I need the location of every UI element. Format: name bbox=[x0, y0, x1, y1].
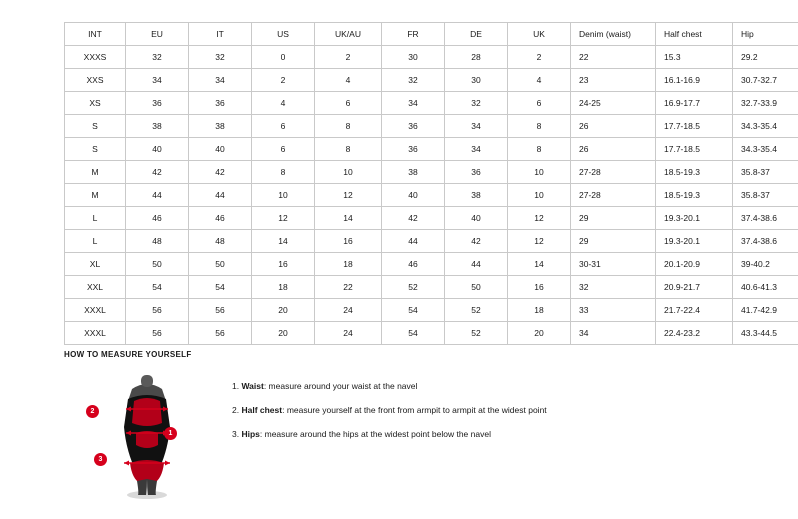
table-cell: 33 bbox=[571, 299, 656, 322]
table-cell: 8 bbox=[252, 161, 315, 184]
table-cell: 54 bbox=[126, 276, 189, 299]
table-cell: 16.9-17.7 bbox=[656, 92, 733, 115]
table-cell: S bbox=[65, 138, 126, 161]
table-cell: 12 bbox=[508, 230, 571, 253]
table-row bbox=[65, 184, 798, 207]
table-cell: 46 bbox=[126, 207, 189, 230]
table-cell: 40 bbox=[445, 207, 508, 230]
table-cell: 22 bbox=[571, 46, 656, 69]
table-cell: 38 bbox=[126, 115, 189, 138]
table-cell: 54 bbox=[382, 299, 445, 322]
table-row bbox=[65, 115, 798, 138]
table-cell: 56 bbox=[126, 299, 189, 322]
table-cell: 6 bbox=[252, 138, 315, 161]
table-cell: XXXL bbox=[65, 299, 126, 322]
measure-instruction-3 bbox=[232, 429, 547, 439]
table-row bbox=[65, 69, 798, 92]
table-cell: 36 bbox=[126, 92, 189, 115]
table-cell: 38 bbox=[382, 161, 445, 184]
table-cell: 30 bbox=[445, 69, 508, 92]
table-cell: 39-40.2 bbox=[733, 253, 798, 276]
column-header-hip: Hip bbox=[733, 23, 798, 46]
table-cell: 32 bbox=[382, 69, 445, 92]
table-cell: 34.3-35.4 bbox=[733, 115, 798, 138]
table-cell: 50 bbox=[126, 253, 189, 276]
instruction-text: : measure around the hips at the widest point below the navel bbox=[259, 429, 491, 440]
table-cell: 32 bbox=[571, 276, 656, 299]
table-cell: 22.4-23.2 bbox=[656, 322, 733, 345]
table-cell: 22 bbox=[315, 276, 382, 299]
table-cell: 34 bbox=[126, 69, 189, 92]
table-cell: 27-28 bbox=[571, 184, 656, 207]
table-cell: 36 bbox=[189, 92, 252, 115]
table-row bbox=[65, 161, 798, 184]
instruction-term: Hips bbox=[241, 429, 260, 440]
table-cell: 20 bbox=[508, 322, 571, 345]
table-cell: 32 bbox=[189, 46, 252, 69]
instruction-text: : measure around your waist at the navel bbox=[263, 381, 418, 391]
table-cell: 18.5-19.3 bbox=[656, 161, 733, 184]
table-cell: 40 bbox=[382, 184, 445, 207]
table-cell: 6 bbox=[252, 115, 315, 138]
table-cell: 36 bbox=[445, 161, 508, 184]
table-cell: 6 bbox=[315, 92, 382, 115]
table-row bbox=[65, 207, 798, 230]
table-row bbox=[65, 46, 798, 69]
table-cell: 26 bbox=[571, 115, 656, 138]
table-cell: 8 bbox=[508, 138, 571, 161]
table-cell: 4 bbox=[252, 92, 315, 115]
table-cell: 40 bbox=[189, 138, 252, 161]
table-cell: 52 bbox=[445, 322, 508, 345]
table-cell: 24-25 bbox=[571, 92, 656, 115]
table-cell: 29 bbox=[571, 207, 656, 230]
measure-badge-2: 2 bbox=[86, 405, 99, 418]
table-cell: 54 bbox=[189, 276, 252, 299]
table-cell: 50 bbox=[189, 253, 252, 276]
table-cell: 30 bbox=[382, 46, 445, 69]
table-cell: 56 bbox=[189, 299, 252, 322]
table-cell: XXXS bbox=[65, 46, 126, 69]
table-cell: 35.8-37 bbox=[733, 184, 798, 207]
table-cell: 12 bbox=[315, 184, 382, 207]
table-cell: 43.3-44.5 bbox=[733, 322, 798, 345]
table-row bbox=[65, 92, 798, 115]
instruction-text: : measure yourself at the front from armpit to armpit at the widest point bbox=[282, 405, 547, 416]
table-cell: 44 bbox=[126, 184, 189, 207]
table-cell: 34 bbox=[189, 69, 252, 92]
measure-instruction-2 bbox=[232, 405, 547, 415]
measure-badge-3: 3 bbox=[94, 453, 107, 466]
table-cell: 4 bbox=[315, 69, 382, 92]
table-cell: 54 bbox=[382, 322, 445, 345]
column-header-it: IT bbox=[189, 23, 252, 46]
table-cell: 42 bbox=[382, 207, 445, 230]
table-cell: 42 bbox=[126, 161, 189, 184]
table-cell: L bbox=[65, 230, 126, 253]
column-header-int: INT bbox=[65, 23, 126, 46]
column-header-eu: EU bbox=[126, 23, 189, 46]
table-cell: 20 bbox=[252, 322, 315, 345]
column-header-uk-au: UK/AU bbox=[315, 23, 382, 46]
table-cell: 32 bbox=[126, 46, 189, 69]
table-cell: L bbox=[65, 207, 126, 230]
table-cell: 6 bbox=[508, 92, 571, 115]
table-cell: 23 bbox=[571, 69, 656, 92]
table-cell: 35.8-37 bbox=[733, 161, 798, 184]
table-cell: 2 bbox=[315, 46, 382, 69]
table-cell: 10 bbox=[315, 161, 382, 184]
table-cell: 40 bbox=[126, 138, 189, 161]
table-cell: 10 bbox=[252, 184, 315, 207]
table-cell: 16 bbox=[315, 230, 382, 253]
table-row bbox=[65, 276, 798, 299]
table-cell: 4 bbox=[508, 69, 571, 92]
table-cell: 14 bbox=[252, 230, 315, 253]
table-cell: 14 bbox=[315, 207, 382, 230]
table-cell: 36 bbox=[382, 138, 445, 161]
table-cell: XS bbox=[65, 92, 126, 115]
table-cell: M bbox=[65, 161, 126, 184]
measure-body bbox=[64, 369, 744, 501]
table-cell: 17.7-18.5 bbox=[656, 138, 733, 161]
table-cell: 10 bbox=[508, 184, 571, 207]
table-cell: 28 bbox=[445, 46, 508, 69]
table-cell: 24 bbox=[315, 322, 382, 345]
table-cell: 12 bbox=[508, 207, 571, 230]
table-row bbox=[65, 322, 798, 345]
table-cell: 19.3-20.1 bbox=[656, 207, 733, 230]
table-cell: 8 bbox=[315, 138, 382, 161]
table-cell: 41.7-42.9 bbox=[733, 299, 798, 322]
instruction-term: Half chest bbox=[241, 405, 283, 416]
table-cell: 12 bbox=[252, 207, 315, 230]
table-cell: 50 bbox=[445, 276, 508, 299]
table-cell: 21.7-22.4 bbox=[656, 299, 733, 322]
table-cell: 18 bbox=[508, 299, 571, 322]
table-cell: 24 bbox=[315, 299, 382, 322]
table-cell: 42 bbox=[445, 230, 508, 253]
instruction-number: 3. bbox=[232, 429, 240, 440]
table-cell: 34 bbox=[571, 322, 656, 345]
how-to-measure-section bbox=[64, 350, 744, 501]
table-cell: 34 bbox=[382, 92, 445, 115]
table-header-row bbox=[65, 23, 798, 46]
table-cell: 18 bbox=[315, 253, 382, 276]
table-cell: 8 bbox=[315, 115, 382, 138]
table-cell: 56 bbox=[189, 322, 252, 345]
table-cell: 30.7-32.7 bbox=[733, 69, 798, 92]
table-cell: 16 bbox=[508, 276, 571, 299]
column-header-uk: UK bbox=[508, 23, 571, 46]
table-cell: 16.1-16.9 bbox=[656, 69, 733, 92]
table-cell: 29 bbox=[571, 230, 656, 253]
table-cell: 20.1-20.9 bbox=[656, 253, 733, 276]
instruction-number: 1. bbox=[232, 381, 240, 391]
table-row bbox=[65, 253, 798, 276]
table-cell: 52 bbox=[445, 299, 508, 322]
table-cell: M bbox=[65, 184, 126, 207]
table-cell: 42 bbox=[189, 161, 252, 184]
table-cell: 48 bbox=[126, 230, 189, 253]
instruction-term: Waist bbox=[241, 381, 264, 391]
table-cell: 37.4-38.6 bbox=[733, 207, 798, 230]
table-row bbox=[65, 230, 798, 253]
table-cell: 16 bbox=[252, 253, 315, 276]
column-header-fr: FR bbox=[382, 23, 445, 46]
table-cell: 17.7-18.5 bbox=[656, 115, 733, 138]
table-cell: 30-31 bbox=[571, 253, 656, 276]
measure-badge-1: 1 bbox=[164, 427, 177, 440]
table-cell: 32 bbox=[445, 92, 508, 115]
table-cell: 52 bbox=[382, 276, 445, 299]
table-cell: 18.5-19.3 bbox=[656, 184, 733, 207]
table-cell: 29.2 bbox=[733, 46, 798, 69]
table-cell: 2 bbox=[508, 46, 571, 69]
table-cell: 46 bbox=[189, 207, 252, 230]
table-cell: 18 bbox=[252, 276, 315, 299]
table-cell: 20 bbox=[252, 299, 315, 322]
table-cell: 38 bbox=[189, 115, 252, 138]
table-cell: XXL bbox=[65, 276, 126, 299]
mannequin-icon bbox=[92, 371, 202, 501]
table-row bbox=[65, 138, 798, 161]
table-cell: S bbox=[65, 115, 126, 138]
table-cell: 38 bbox=[445, 184, 508, 207]
table-cell: 37.4-38.6 bbox=[733, 230, 798, 253]
column-header-denim-waist: Denim (waist) bbox=[571, 23, 656, 46]
table-row bbox=[65, 299, 798, 322]
mannequin-illustration bbox=[92, 371, 202, 501]
table-cell: XL bbox=[65, 253, 126, 276]
table-cell: 36 bbox=[382, 115, 445, 138]
table-cell: 48 bbox=[189, 230, 252, 253]
instruction-number: 2. bbox=[232, 405, 240, 416]
table-cell: 26 bbox=[571, 138, 656, 161]
table-cell: 8 bbox=[508, 115, 571, 138]
table-cell: XXS bbox=[65, 69, 126, 92]
table-cell: 44 bbox=[189, 184, 252, 207]
table-cell: 34 bbox=[445, 138, 508, 161]
table-body bbox=[65, 46, 798, 345]
table-cell: 20.9-21.7 bbox=[656, 276, 733, 299]
table-cell: 34 bbox=[445, 115, 508, 138]
column-header-de: DE bbox=[445, 23, 508, 46]
table-cell: 10 bbox=[508, 161, 571, 184]
table-cell: 40.6-41.3 bbox=[733, 276, 798, 299]
table-cell: 14 bbox=[508, 253, 571, 276]
section-title: HOW TO MEASURE YOURSELF bbox=[64, 350, 192, 359]
column-header-us: US bbox=[252, 23, 315, 46]
size-chart-table-wrapper bbox=[64, 22, 777, 345]
table-cell: 56 bbox=[126, 322, 189, 345]
size-chart-table bbox=[64, 22, 798, 345]
table-cell: 27-28 bbox=[571, 161, 656, 184]
table-cell: 0 bbox=[252, 46, 315, 69]
table-cell: 32.7-33.9 bbox=[733, 92, 798, 115]
table-cell: XXXL bbox=[65, 322, 126, 345]
table-cell: 2 bbox=[252, 69, 315, 92]
table-cell: 46 bbox=[382, 253, 445, 276]
table-cell: 44 bbox=[445, 253, 508, 276]
measure-instructions bbox=[232, 381, 547, 454]
table-cell: 15.3 bbox=[656, 46, 733, 69]
column-header-half-chest: Half chest bbox=[656, 23, 733, 46]
table-cell: 34.3-35.4 bbox=[733, 138, 798, 161]
table-cell: 19.3-20.1 bbox=[656, 230, 733, 253]
measure-instruction-1 bbox=[232, 381, 547, 391]
table-cell: 44 bbox=[382, 230, 445, 253]
